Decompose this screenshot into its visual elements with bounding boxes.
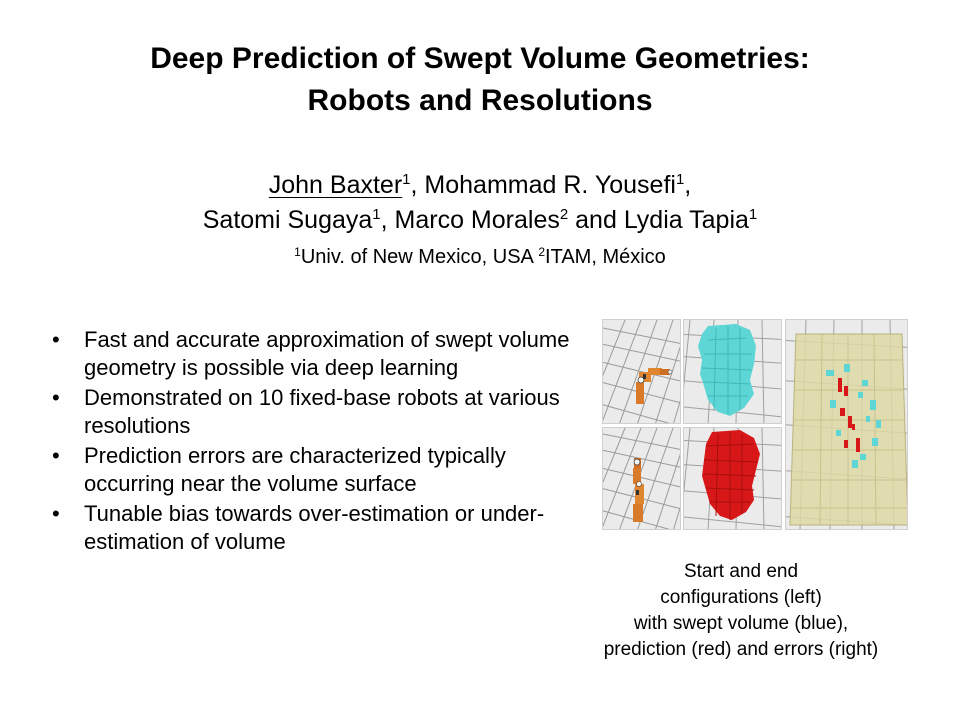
author-affiliation-mark: 1 xyxy=(402,171,411,188)
bullet-text: Prediction errors are characterized typically occurring near the volume surface xyxy=(84,443,506,496)
figure-caption xyxy=(560,559,922,663)
start-configuration-image xyxy=(603,320,681,424)
errors-panel xyxy=(785,319,908,530)
prediction-image xyxy=(684,428,782,530)
end-configuration-image xyxy=(603,428,681,530)
author-separator: and xyxy=(568,206,624,234)
swept-volume-panel xyxy=(683,319,782,424)
author-affiliation-mark: 1 xyxy=(748,206,758,223)
swept-volume-image xyxy=(684,320,782,424)
author-name: Marco Morales xyxy=(394,206,560,234)
bullet-icon: • xyxy=(52,327,60,352)
bullet-item xyxy=(48,500,578,556)
bullet-text: Tunable bias towards over-estimation or under-estimation of volume xyxy=(84,501,545,554)
affiliation-name: Univ. of New Mexico, USA xyxy=(300,246,533,268)
caption-line-1: Start and end xyxy=(683,561,799,582)
author-separator: , xyxy=(410,171,418,199)
errors-image xyxy=(786,320,908,530)
author-affiliation-mark: 2 xyxy=(559,206,569,223)
author-line-2 xyxy=(0,203,960,238)
prediction-panel xyxy=(683,427,782,530)
bullet-text: Demonstrated on 10 fixed-base robots at various resolutions xyxy=(84,385,560,438)
bullet-item xyxy=(48,326,578,382)
author-name: Mohammad R. Yousefi xyxy=(424,171,676,199)
title-line-1: Deep Prediction of Swept Volume Geometries: xyxy=(150,42,810,75)
affiliation-mark: 1 xyxy=(294,245,301,259)
title-line-2: Robots and Resolutions xyxy=(307,84,653,117)
author-affiliation-mark: 1 xyxy=(675,171,685,188)
author-name: Satomi Sugaya xyxy=(202,206,373,234)
author-line-1 xyxy=(0,168,960,203)
caption-line-2: configurations (left) xyxy=(660,587,822,608)
bullet-icon: • xyxy=(52,501,60,526)
author-separator: , xyxy=(380,206,388,234)
bullet-icon: • xyxy=(52,385,60,410)
author-list xyxy=(0,168,960,238)
bullet-list xyxy=(48,326,578,558)
author-name: Lydia Tapia xyxy=(623,206,749,234)
end-configuration-panel xyxy=(602,427,681,530)
caption-line-4: prediction (red) and errors (right) xyxy=(603,639,879,660)
bullet-item xyxy=(48,442,578,498)
bullet-item xyxy=(48,384,578,440)
affiliation-mark: 2 xyxy=(538,245,546,259)
author-name-presenter: John Baxter xyxy=(268,171,403,199)
affiliation-name: ITAM, México xyxy=(545,246,666,268)
author-separator: , xyxy=(684,171,692,199)
author-affiliation-mark: 1 xyxy=(372,206,381,223)
swept-volume-figure xyxy=(602,319,908,530)
bullet-text: Fast and accurate approximation of swept volume geometry is possible via deep learning xyxy=(84,327,570,380)
bullet-icon: • xyxy=(52,443,60,468)
affiliations xyxy=(0,244,960,270)
caption-line-3: with swept volume (blue), xyxy=(633,613,849,634)
slide-title xyxy=(0,38,960,122)
start-configuration-panel xyxy=(602,319,681,424)
